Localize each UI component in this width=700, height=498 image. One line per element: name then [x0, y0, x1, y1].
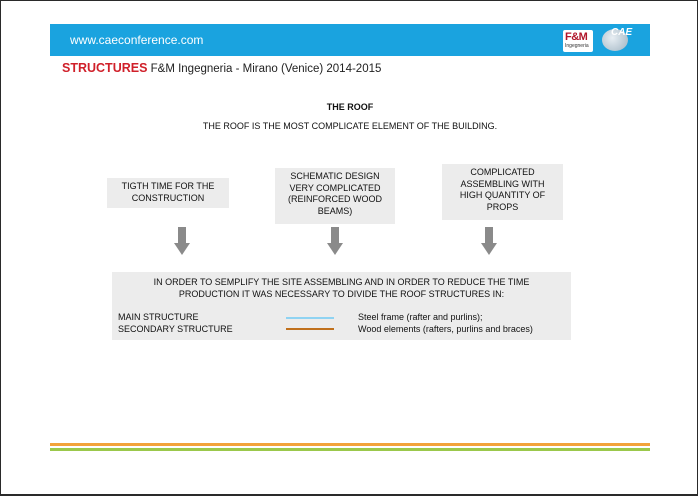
issue-box-assembling — [442, 164, 563, 220]
arrow-down-icon — [174, 227, 190, 257]
arrow-down-icon — [327, 227, 343, 257]
conclusion-line-1: IN ORDER TO SEMPLIFY THE SITE ASSEMBLING AND IN ORDER TO REDUCE THE TIME — [153, 277, 530, 287]
header-bar — [50, 24, 650, 56]
title-highlight: STRUCTURES — [62, 61, 148, 75]
fm-logo-subtext: Ingegneria — [565, 43, 589, 49]
box-line: PROPS — [486, 201, 519, 212]
section-subtitle: THE ROOF IS THE MOST COMPLICATE ELEMENT OF THE BUILDING. — [202, 121, 498, 131]
footer-green-line — [50, 448, 650, 451]
wood-elements-label: Wood elements (rafters, purlins and braces) — [358, 324, 533, 334]
box-line: ASSEMBLING WITH — [460, 178, 545, 189]
footer-orange-line — [50, 443, 650, 446]
steel-frame-label: Steel frame (rafter and purlins); — [358, 312, 483, 322]
secondary-structure-label: SECONDARY STRUCTURE — [118, 324, 233, 334]
box-line: HIGH QUANTITY OF — [459, 190, 546, 200]
box-line: BEAMS) — [317, 205, 353, 216]
conclusion-line-2: PRODUCTION IT WAS NECESSARY TO DIVIDE THE ROOF STRUCTURES IN: — [178, 289, 505, 299]
box-line: CONSTRUCTION — [131, 192, 205, 203]
box-line: (REINFORCED WOOD — [288, 194, 382, 204]
fm-logo — [563, 30, 593, 52]
cae-logo-text: CAE — [611, 27, 633, 38]
arrow-down-icon — [481, 227, 497, 257]
fm-logo-text: F&M — [565, 31, 588, 43]
issue-box-time — [107, 178, 229, 208]
issue-box-design — [275, 168, 395, 224]
steel-legend-line — [286, 317, 334, 319]
box-line: VERY COMPLICATED — [289, 182, 381, 193]
box-line: COMPLICATED — [470, 167, 535, 177]
box-line: TIGTH TIME FOR THE — [121, 181, 215, 191]
site-url[interactable]: www.caeconference.com — [70, 33, 204, 47]
main-structure-label: MAIN STRUCTURE — [118, 312, 199, 322]
wood-legend-line — [286, 328, 334, 330]
cae-logo — [602, 27, 632, 53]
box-line: SCHEMATIC DESIGN — [290, 171, 380, 181]
slide-title — [62, 61, 381, 75]
title-rest: F&M Ingegneria - Mirano (Venice) 2014-2015 — [150, 63, 382, 75]
section-heading: THE ROOF — [326, 102, 374, 112]
conclusion-box — [112, 272, 571, 340]
